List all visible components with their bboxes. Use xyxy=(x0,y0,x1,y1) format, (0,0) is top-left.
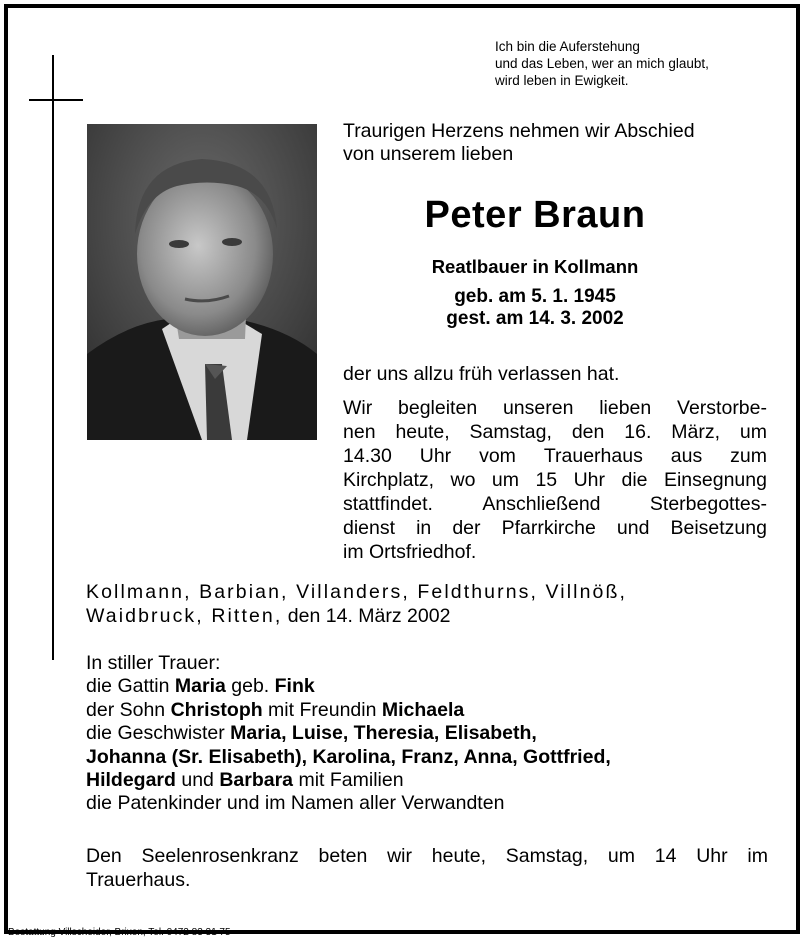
rosary-word: wir xyxy=(387,845,412,867)
funeral-line xyxy=(343,420,767,444)
relation-label: die Gattin xyxy=(86,675,175,698)
relation-label: geb. xyxy=(225,675,275,698)
rosary-word: 14 xyxy=(654,845,677,867)
rosary-word: Uhr xyxy=(696,845,728,867)
funeral-word: in xyxy=(416,517,432,539)
deceased-name: Peter Braun xyxy=(424,194,646,236)
funeral-details xyxy=(343,396,767,564)
rosary-word: Seelenrosenkranz xyxy=(141,845,299,867)
funeral-line xyxy=(343,444,767,468)
life-dates xyxy=(330,286,740,330)
funeral-word: den xyxy=(571,421,605,443)
funeral-word: begleiten xyxy=(398,397,478,419)
funeral-word: die xyxy=(621,469,648,491)
funeral-word: Einsegnung xyxy=(663,469,767,491)
funeral-word: nen xyxy=(343,421,376,443)
funeral-word: 14.30 xyxy=(343,445,392,467)
funeral-word: dienst xyxy=(343,517,396,539)
death-date: gest. am 14. 3. 2002 xyxy=(446,308,624,329)
funeral-word: lieben xyxy=(599,397,652,419)
funeral-word: Kirchplatz, xyxy=(343,469,435,491)
rosary-notice xyxy=(86,844,768,892)
intro-text xyxy=(343,120,695,166)
relation-label: die Geschwister xyxy=(86,722,231,745)
relation-label: und xyxy=(175,769,220,792)
mourner-siblings-cont xyxy=(86,746,611,769)
cross-vertical-bar xyxy=(52,55,54,660)
mourner-son xyxy=(86,699,611,722)
funeral-word: Beisetzung xyxy=(670,517,767,539)
bible-quote xyxy=(495,38,709,89)
funeral-word: Verstorbe- xyxy=(677,397,767,419)
mourners-list xyxy=(86,652,611,816)
mourner-name: Fink xyxy=(274,675,315,698)
funeral-line xyxy=(343,516,767,540)
places-line: Kollmann, Barbian, Villanders, Feldthurns, Villnöß, xyxy=(86,581,628,603)
places-line: Waidbruck, Ritten, xyxy=(86,605,283,627)
funeral-line xyxy=(343,492,767,516)
funeral-word: Anschließend xyxy=(482,493,601,515)
funeral-word: Uhr xyxy=(419,445,452,467)
rosary-word: im xyxy=(747,845,768,867)
funeral-word: Sterbegottes- xyxy=(649,493,767,515)
mourner-name: Christoph xyxy=(170,698,263,721)
mourner-name: Michaela xyxy=(381,698,465,721)
relation-label: mit Familien xyxy=(293,769,404,792)
funeral-word: 15 xyxy=(535,469,558,491)
funeral-word: Samstag, xyxy=(469,421,552,443)
rosary-word: heute, xyxy=(431,845,486,867)
funeral-word: zum xyxy=(730,445,767,467)
rosary-word: um xyxy=(607,845,635,867)
funeral-word: stattfindet. xyxy=(343,493,433,515)
mourner-godchildren: die Patenkinder und im Namen aller Verwandten xyxy=(86,792,505,815)
funeral-word: heute, xyxy=(395,421,450,443)
mourners-heading: In stiller Trauer: xyxy=(86,652,221,674)
funeral-last-line: im Ortsfriedhof. xyxy=(343,541,477,563)
deceased-occupation: Reatlbauer in Kollmann xyxy=(431,256,639,277)
funeral-home-credit: Bestattung Villscheider, Brixen, Tel. 0472 83 31 75 xyxy=(8,927,231,938)
mourner-name: Johanna (Sr. Elisabeth), Karolina, Franz, Anna, Gottfried, xyxy=(86,745,611,768)
relation-label: mit Freundin xyxy=(262,698,382,721)
rosary-word: Den xyxy=(86,845,122,867)
quote-line: Ich bin die Auferstehung xyxy=(495,39,640,54)
rosary-word: Samstag, xyxy=(505,845,589,867)
funeral-word: um xyxy=(491,469,519,491)
left-us-text: der uns allzu früh verlassen hat. xyxy=(343,363,620,385)
funeral-word: Trauerhaus xyxy=(543,445,643,467)
funeral-word: Uhr xyxy=(573,469,606,491)
quote-line: wird leben in Ewigkeit. xyxy=(495,73,629,88)
mourner-name: Maria, Luise, Theresia, Elisabeth, xyxy=(230,722,537,745)
funeral-word: um xyxy=(739,421,767,443)
funeral-word: März, xyxy=(671,421,720,443)
quote-line: und das Leben, wer an mich glaubt, xyxy=(495,56,709,71)
mourner-siblings xyxy=(86,722,611,745)
notice-date: den 14. März 2002 xyxy=(282,605,451,627)
funeral-word: unseren xyxy=(502,397,574,419)
birth-date: geb. am 5. 1. 1945 xyxy=(454,286,616,307)
funeral-word: Pfarrkirche xyxy=(501,517,596,539)
mourner-name: Barbara xyxy=(219,769,294,792)
intro-line: von unserem lieben xyxy=(343,143,514,165)
mourner-name: Hildegard xyxy=(86,769,176,792)
funeral-line xyxy=(343,468,767,492)
mourner-name: Maria xyxy=(174,675,226,698)
funeral-word: aus xyxy=(670,445,703,467)
portrait-photo xyxy=(87,124,317,440)
intro-line: Traurigen Herzens nehmen wir Abschied xyxy=(343,120,695,142)
relation-label: der Sohn xyxy=(86,698,171,721)
funeral-word: und xyxy=(616,517,650,539)
mourner-siblings-cont xyxy=(86,769,611,792)
rosary-last-line: Trauerhaus. xyxy=(86,869,191,891)
funeral-word: wo xyxy=(450,469,476,491)
funeral-word: Wir xyxy=(343,397,373,419)
cross-horizontal-bar xyxy=(29,99,83,101)
rosary-word: beten xyxy=(318,845,368,867)
place-and-date xyxy=(86,580,627,628)
funeral-word: der xyxy=(452,517,481,539)
funeral-word: vom xyxy=(479,445,516,467)
places-date-line xyxy=(86,604,627,628)
funeral-line xyxy=(343,396,767,420)
funeral-word: 16. xyxy=(624,421,652,443)
rosary-line xyxy=(86,844,768,868)
mourner-wife xyxy=(86,675,611,698)
